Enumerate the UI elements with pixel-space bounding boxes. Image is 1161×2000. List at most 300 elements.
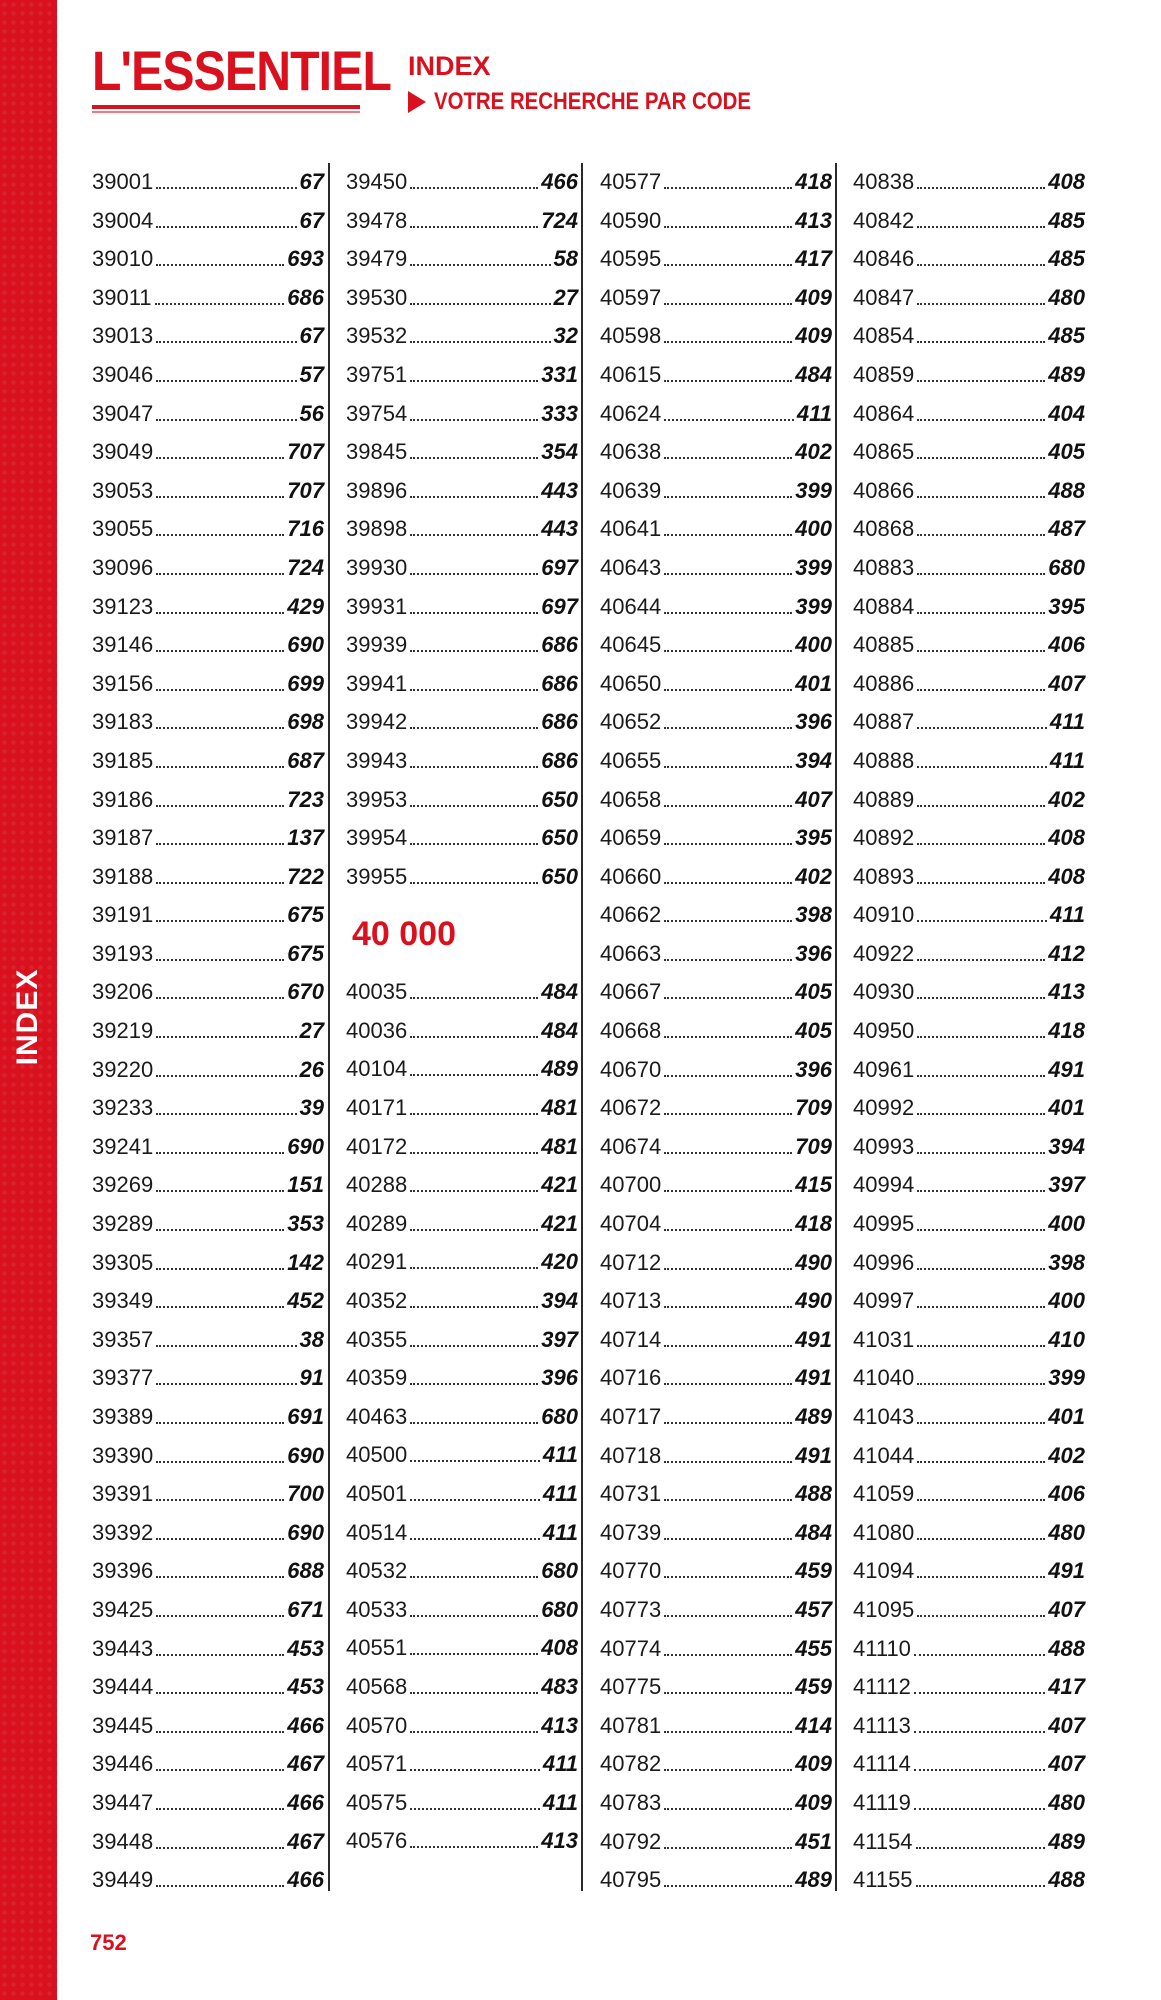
index-entry bbox=[346, 1050, 578, 1089]
page-reference: 453 bbox=[287, 1635, 324, 1661]
column-divider bbox=[835, 163, 837, 1891]
index-entry bbox=[346, 1822, 578, 1861]
dot-leader bbox=[917, 1461, 1045, 1463]
product-code: 40670 bbox=[600, 1056, 662, 1082]
dot-leader bbox=[917, 882, 1045, 884]
index-entry bbox=[853, 935, 1085, 974]
dot-leader bbox=[664, 1383, 792, 1385]
index-entry bbox=[346, 819, 578, 858]
page-reference: 690 bbox=[287, 1519, 324, 1545]
page-reference: 487 bbox=[1048, 516, 1085, 542]
page-reference: 406 bbox=[1048, 632, 1085, 658]
page-reference: 408 bbox=[1048, 863, 1085, 889]
product-code: 39943 bbox=[346, 747, 408, 773]
index-entry bbox=[600, 1166, 832, 1205]
page-reference: 722 bbox=[287, 863, 324, 889]
page-reference: 407 bbox=[795, 786, 832, 812]
page-reference: 480 bbox=[1048, 1789, 1085, 1815]
product-code: 40700 bbox=[600, 1172, 662, 1198]
dot-leader bbox=[410, 882, 538, 884]
dot-leader bbox=[664, 1769, 792, 1771]
product-code: 40950 bbox=[853, 1018, 915, 1044]
index-entry bbox=[346, 1243, 578, 1282]
product-code: 40662 bbox=[600, 902, 662, 928]
product-code: 40660 bbox=[600, 863, 662, 889]
page-reference: 417 bbox=[1048, 1674, 1085, 1700]
dot-leader bbox=[156, 1499, 284, 1501]
page-reference: 409 bbox=[795, 323, 832, 349]
product-code: 39004 bbox=[92, 207, 154, 233]
index-entry bbox=[92, 395, 324, 434]
index-entry bbox=[346, 202, 578, 241]
dot-leader bbox=[664, 419, 794, 421]
product-code: 40775 bbox=[600, 1674, 662, 1700]
product-code: 40352 bbox=[346, 1288, 408, 1314]
index-entry bbox=[853, 1051, 1085, 1090]
index-entry bbox=[853, 1745, 1085, 1784]
index-entry bbox=[92, 1205, 324, 1244]
dot-leader bbox=[917, 1075, 1045, 1077]
dot-leader bbox=[917, 1229, 1045, 1231]
page-reference: 333 bbox=[541, 400, 578, 426]
dot-leader bbox=[156, 1654, 284, 1656]
index-entry bbox=[600, 1707, 832, 1746]
index-column-2 bbox=[346, 163, 578, 1861]
index-entry bbox=[346, 317, 578, 356]
product-code: 40659 bbox=[600, 825, 662, 851]
dot-leader bbox=[156, 341, 296, 343]
page-reference: 466 bbox=[287, 1867, 324, 1893]
product-code: 39186 bbox=[92, 786, 154, 812]
dot-leader bbox=[156, 1268, 284, 1270]
product-code: 39305 bbox=[92, 1249, 154, 1275]
dot-leader bbox=[917, 650, 1045, 652]
dot-leader bbox=[156, 1383, 296, 1385]
product-code: 40997 bbox=[853, 1288, 915, 1314]
product-code: 39390 bbox=[92, 1442, 154, 1468]
dot-leader bbox=[156, 1731, 284, 1733]
dot-leader bbox=[917, 1499, 1045, 1501]
page-reference: 396 bbox=[541, 1365, 578, 1391]
product-code: 40838 bbox=[853, 169, 915, 194]
dot-leader bbox=[914, 1808, 1045, 1810]
dot-leader bbox=[410, 1731, 538, 1733]
dot-leader bbox=[410, 727, 538, 729]
page-reference: 480 bbox=[1048, 1519, 1085, 1545]
index-entry bbox=[600, 626, 832, 665]
page-reference: 690 bbox=[287, 632, 324, 658]
index-entry bbox=[92, 1552, 324, 1591]
page-reference: 698 bbox=[287, 709, 324, 735]
product-code: 39156 bbox=[92, 670, 154, 696]
index-entry bbox=[92, 1282, 324, 1321]
dot-leader bbox=[156, 457, 284, 459]
page-reference: 457 bbox=[795, 1596, 832, 1622]
index-entry bbox=[346, 1205, 578, 1244]
index-entry bbox=[346, 1668, 578, 1707]
product-code: 39011 bbox=[92, 284, 152, 310]
product-code: 39450 bbox=[346, 169, 408, 194]
page-reference: 411 bbox=[542, 1481, 578, 1506]
dot-leader bbox=[664, 1190, 792, 1192]
product-code: 39751 bbox=[346, 361, 408, 387]
dot-leader bbox=[664, 727, 792, 729]
dot-leader bbox=[156, 534, 284, 536]
dot-leader bbox=[664, 1654, 792, 1656]
index-entry bbox=[853, 1359, 1085, 1398]
page-reference: 485 bbox=[1048, 207, 1085, 233]
page-reference: 137 bbox=[287, 825, 324, 851]
page-reference: 691 bbox=[287, 1404, 324, 1429]
product-code: 39188 bbox=[92, 863, 154, 889]
page-reference: 399 bbox=[795, 477, 832, 503]
page-reference: 397 bbox=[1048, 1172, 1085, 1198]
index-entry bbox=[346, 1707, 578, 1746]
page-reference: 397 bbox=[541, 1326, 578, 1352]
dot-leader bbox=[917, 1152, 1045, 1154]
product-code: 39447 bbox=[92, 1789, 154, 1815]
page-reference: 491 bbox=[795, 1365, 832, 1391]
product-code: 39898 bbox=[346, 516, 408, 542]
product-code: 39357 bbox=[92, 1326, 154, 1352]
product-code: 40289 bbox=[346, 1210, 408, 1236]
page-reference: 481 bbox=[541, 1133, 578, 1159]
index-entry bbox=[92, 1089, 324, 1128]
dot-leader bbox=[410, 1113, 538, 1115]
index-entry bbox=[92, 1861, 324, 1900]
page-reference: 491 bbox=[1048, 1558, 1085, 1584]
index-entry bbox=[853, 1398, 1085, 1437]
header-title: INDEX bbox=[408, 51, 491, 81]
dot-leader bbox=[917, 1576, 1045, 1578]
page-reference: 67 bbox=[299, 169, 324, 194]
page-reference: 489 bbox=[1048, 1828, 1085, 1854]
product-code: 41080 bbox=[853, 1519, 915, 1545]
index-entry bbox=[346, 549, 578, 588]
product-code: 39377 bbox=[92, 1365, 154, 1391]
dot-leader bbox=[917, 573, 1045, 575]
product-code: 39349 bbox=[92, 1288, 154, 1314]
product-code: 40893 bbox=[853, 863, 915, 889]
page-reference: 408 bbox=[1048, 169, 1085, 194]
index-entry bbox=[346, 1552, 578, 1591]
index-entry bbox=[346, 742, 578, 781]
index-entry bbox=[853, 279, 1085, 318]
dot-leader bbox=[664, 264, 792, 266]
section-heading: 40 000 bbox=[352, 915, 456, 954]
index-entry bbox=[600, 1861, 832, 1900]
index-column-1 bbox=[92, 163, 324, 1900]
product-code: 40288 bbox=[346, 1172, 408, 1198]
product-code: 40597 bbox=[600, 284, 662, 310]
dot-leader bbox=[156, 920, 284, 922]
index-entry bbox=[853, 665, 1085, 704]
dot-leader bbox=[917, 341, 1045, 343]
product-code: 40644 bbox=[600, 593, 662, 619]
dot-leader bbox=[664, 1692, 792, 1694]
dot-leader bbox=[664, 1847, 792, 1849]
dot-leader bbox=[156, 1190, 284, 1192]
index-entry bbox=[346, 279, 578, 318]
product-code: 40714 bbox=[600, 1326, 662, 1352]
index-entry bbox=[600, 1205, 832, 1244]
dot-leader bbox=[664, 1306, 792, 1308]
product-code: 39845 bbox=[346, 439, 408, 465]
dot-leader bbox=[410, 303, 550, 305]
dot-leader bbox=[410, 1769, 540, 1771]
index-entry bbox=[853, 163, 1085, 202]
dot-leader bbox=[664, 1615, 792, 1617]
index-entry bbox=[600, 1823, 832, 1862]
page-reference: 410 bbox=[1048, 1326, 1085, 1352]
index-entry bbox=[600, 1051, 832, 1090]
page-reference: 480 bbox=[1048, 284, 1085, 310]
dot-leader bbox=[664, 1268, 792, 1270]
page-number: 752 bbox=[90, 1930, 127, 1955]
product-code: 41114 bbox=[853, 1751, 911, 1777]
product-code: 40463 bbox=[346, 1403, 408, 1429]
page-reference: 650 bbox=[541, 786, 578, 812]
product-code: 40992 bbox=[853, 1095, 915, 1121]
product-code: 40036 bbox=[346, 1017, 408, 1043]
page-reference: 699 bbox=[287, 670, 324, 696]
page-reference: 488 bbox=[795, 1481, 832, 1507]
product-code: 40532 bbox=[346, 1558, 408, 1584]
product-code: 40884 bbox=[853, 593, 915, 619]
dot-leader bbox=[664, 959, 792, 961]
product-code: 40718 bbox=[600, 1442, 662, 1468]
dot-leader bbox=[664, 882, 792, 884]
page-reference: 418 bbox=[1048, 1018, 1085, 1044]
index-entry bbox=[853, 317, 1085, 356]
index-entry bbox=[600, 163, 832, 202]
page-reference: 58 bbox=[553, 246, 578, 272]
dot-leader bbox=[156, 843, 284, 845]
product-code: 40638 bbox=[600, 439, 662, 465]
dot-leader bbox=[156, 997, 284, 999]
page-reference: 394 bbox=[541, 1288, 578, 1314]
dot-leader bbox=[917, 689, 1045, 691]
index-entry bbox=[346, 665, 578, 704]
dot-leader bbox=[410, 1383, 538, 1385]
index-entry bbox=[600, 1745, 832, 1784]
index-entry bbox=[853, 1166, 1085, 1205]
dot-leader bbox=[156, 264, 284, 266]
dot-leader bbox=[410, 1576, 538, 1578]
index-entry bbox=[600, 510, 832, 549]
product-code: 40652 bbox=[600, 709, 662, 735]
product-code: 39953 bbox=[346, 786, 408, 812]
page-reference: 67 bbox=[299, 207, 324, 233]
index-entry bbox=[92, 1359, 324, 1398]
index-entry bbox=[853, 858, 1085, 897]
page-reference: 709 bbox=[795, 1133, 832, 1159]
product-code: 40961 bbox=[853, 1056, 915, 1082]
dot-leader bbox=[410, 843, 538, 845]
index-entry bbox=[853, 973, 1085, 1012]
page-reference: 354 bbox=[541, 439, 578, 465]
index-entry bbox=[853, 472, 1085, 511]
product-code: 40667 bbox=[600, 979, 662, 1005]
page-reference: 484 bbox=[795, 1519, 832, 1545]
dot-leader bbox=[410, 612, 538, 614]
product-code: 40291 bbox=[346, 1249, 408, 1275]
page-reference: 686 bbox=[541, 709, 578, 735]
index-entry bbox=[92, 626, 324, 665]
page-reference: 459 bbox=[795, 1674, 832, 1700]
index-entry bbox=[92, 742, 324, 781]
product-code: 39146 bbox=[92, 632, 154, 658]
page-reference: 401 bbox=[1048, 1095, 1085, 1121]
index-entry bbox=[853, 1630, 1085, 1669]
dot-leader bbox=[917, 766, 1047, 768]
dot-leader bbox=[156, 1576, 284, 1578]
product-code: 41154 bbox=[853, 1828, 913, 1854]
dot-leader bbox=[156, 612, 284, 614]
dot-leader bbox=[156, 380, 296, 382]
index-entry bbox=[346, 395, 578, 434]
dot-leader bbox=[664, 1075, 792, 1077]
index-entry bbox=[92, 1128, 324, 1167]
dot-leader bbox=[664, 689, 792, 691]
product-code: 39446 bbox=[92, 1751, 154, 1777]
product-code: 40993 bbox=[853, 1133, 915, 1159]
page-reference: 709 bbox=[795, 1095, 832, 1121]
page-reference: 26 bbox=[299, 1056, 324, 1082]
index-entry bbox=[600, 472, 832, 511]
page-reference: 707 bbox=[287, 477, 324, 503]
product-code: 40995 bbox=[853, 1211, 915, 1237]
index-entry bbox=[346, 588, 578, 627]
page-reference: 417 bbox=[795, 246, 832, 272]
index-entry bbox=[853, 1514, 1085, 1553]
product-code: 40672 bbox=[600, 1095, 662, 1121]
product-code: 40865 bbox=[853, 439, 915, 465]
product-code: 41059 bbox=[853, 1481, 915, 1507]
product-code: 39444 bbox=[92, 1674, 154, 1700]
dot-leader bbox=[917, 805, 1045, 807]
page-reference: 483 bbox=[541, 1673, 578, 1699]
page-reference: 396 bbox=[795, 709, 832, 735]
dot-leader bbox=[917, 380, 1045, 382]
product-code: 40859 bbox=[853, 361, 915, 387]
product-code: 40501 bbox=[346, 1481, 408, 1506]
product-code: 40674 bbox=[600, 1133, 662, 1159]
page-reference: 412 bbox=[1048, 940, 1085, 966]
index-entry bbox=[92, 1012, 324, 1051]
product-code: 40500 bbox=[346, 1442, 408, 1468]
product-code: 40717 bbox=[600, 1404, 662, 1429]
dot-leader bbox=[410, 1846, 538, 1848]
dot-leader bbox=[664, 534, 792, 536]
index-entry bbox=[346, 781, 578, 820]
dot-leader bbox=[410, 805, 538, 807]
index-entry bbox=[92, 1475, 324, 1514]
dot-leader bbox=[156, 650, 284, 652]
page-reference: 421 bbox=[541, 1210, 578, 1236]
index-entry bbox=[92, 781, 324, 820]
dot-leader bbox=[917, 1190, 1045, 1192]
index-entry bbox=[600, 1591, 832, 1630]
page-reference: 481 bbox=[541, 1095, 578, 1121]
dot-leader bbox=[917, 1538, 1045, 1540]
page-reference: 353 bbox=[287, 1211, 324, 1237]
product-code: 40577 bbox=[600, 169, 662, 194]
index-entry bbox=[853, 1861, 1085, 1900]
page-reference: 686 bbox=[541, 747, 578, 773]
header-subtitle-row bbox=[408, 88, 807, 116]
product-code: 39392 bbox=[92, 1519, 154, 1545]
dot-leader bbox=[917, 1615, 1045, 1617]
index-entry bbox=[92, 1514, 324, 1553]
index-entry bbox=[853, 1475, 1085, 1514]
page-reference: 399 bbox=[795, 554, 832, 580]
product-code: 41043 bbox=[853, 1404, 915, 1429]
index-entry bbox=[853, 896, 1085, 935]
product-code: 39896 bbox=[346, 477, 408, 503]
page-reference: 39 bbox=[299, 1095, 324, 1121]
dot-leader bbox=[917, 727, 1047, 729]
page-reference: 142 bbox=[287, 1249, 324, 1275]
index-entry bbox=[600, 588, 832, 627]
sidebar-label: INDEX bbox=[11, 968, 44, 1066]
product-code: 39530 bbox=[346, 284, 408, 310]
brand-logo: L'ESSENTIEL bbox=[92, 39, 392, 102]
index-entry bbox=[853, 356, 1085, 395]
product-code: 39941 bbox=[346, 670, 408, 696]
product-code: 39096 bbox=[92, 554, 154, 580]
dot-leader bbox=[664, 1731, 792, 1733]
index-entry bbox=[346, 433, 578, 472]
page-reference: 405 bbox=[795, 1018, 832, 1044]
index-entry bbox=[600, 240, 832, 279]
dot-leader bbox=[664, 766, 792, 768]
dot-leader bbox=[917, 1036, 1045, 1038]
product-code: 41113 bbox=[853, 1712, 911, 1738]
dot-leader bbox=[410, 1808, 540, 1810]
page-reference: 399 bbox=[795, 593, 832, 619]
index-entry bbox=[853, 510, 1085, 549]
page-reference: 650 bbox=[541, 863, 578, 889]
column-divider bbox=[328, 163, 330, 1891]
index-entry bbox=[92, 279, 324, 318]
index-entry bbox=[92, 1630, 324, 1669]
product-code: 39449 bbox=[92, 1867, 154, 1893]
product-code: 39233 bbox=[92, 1095, 154, 1121]
index-entry bbox=[853, 1012, 1085, 1051]
dot-leader bbox=[410, 496, 538, 498]
dot-leader bbox=[156, 1036, 296, 1038]
product-code: 39479 bbox=[346, 246, 408, 272]
index-entry bbox=[92, 356, 324, 395]
dot-leader bbox=[664, 496, 792, 498]
page-reference: 400 bbox=[1048, 1288, 1085, 1314]
index-entry bbox=[853, 240, 1085, 279]
product-code: 39191 bbox=[92, 902, 154, 928]
product-code: 40892 bbox=[853, 825, 915, 851]
index-entry bbox=[92, 973, 324, 1012]
dot-leader bbox=[156, 1885, 284, 1887]
dot-leader bbox=[664, 1036, 792, 1038]
dot-leader bbox=[916, 1885, 1046, 1887]
page-reference: 401 bbox=[1048, 1404, 1085, 1429]
dot-leader bbox=[916, 1847, 1046, 1849]
index-entry bbox=[92, 665, 324, 704]
index-entry bbox=[92, 163, 324, 202]
dot-leader bbox=[664, 1808, 792, 1810]
product-code: 40035 bbox=[346, 979, 408, 1005]
dot-leader bbox=[410, 226, 538, 228]
